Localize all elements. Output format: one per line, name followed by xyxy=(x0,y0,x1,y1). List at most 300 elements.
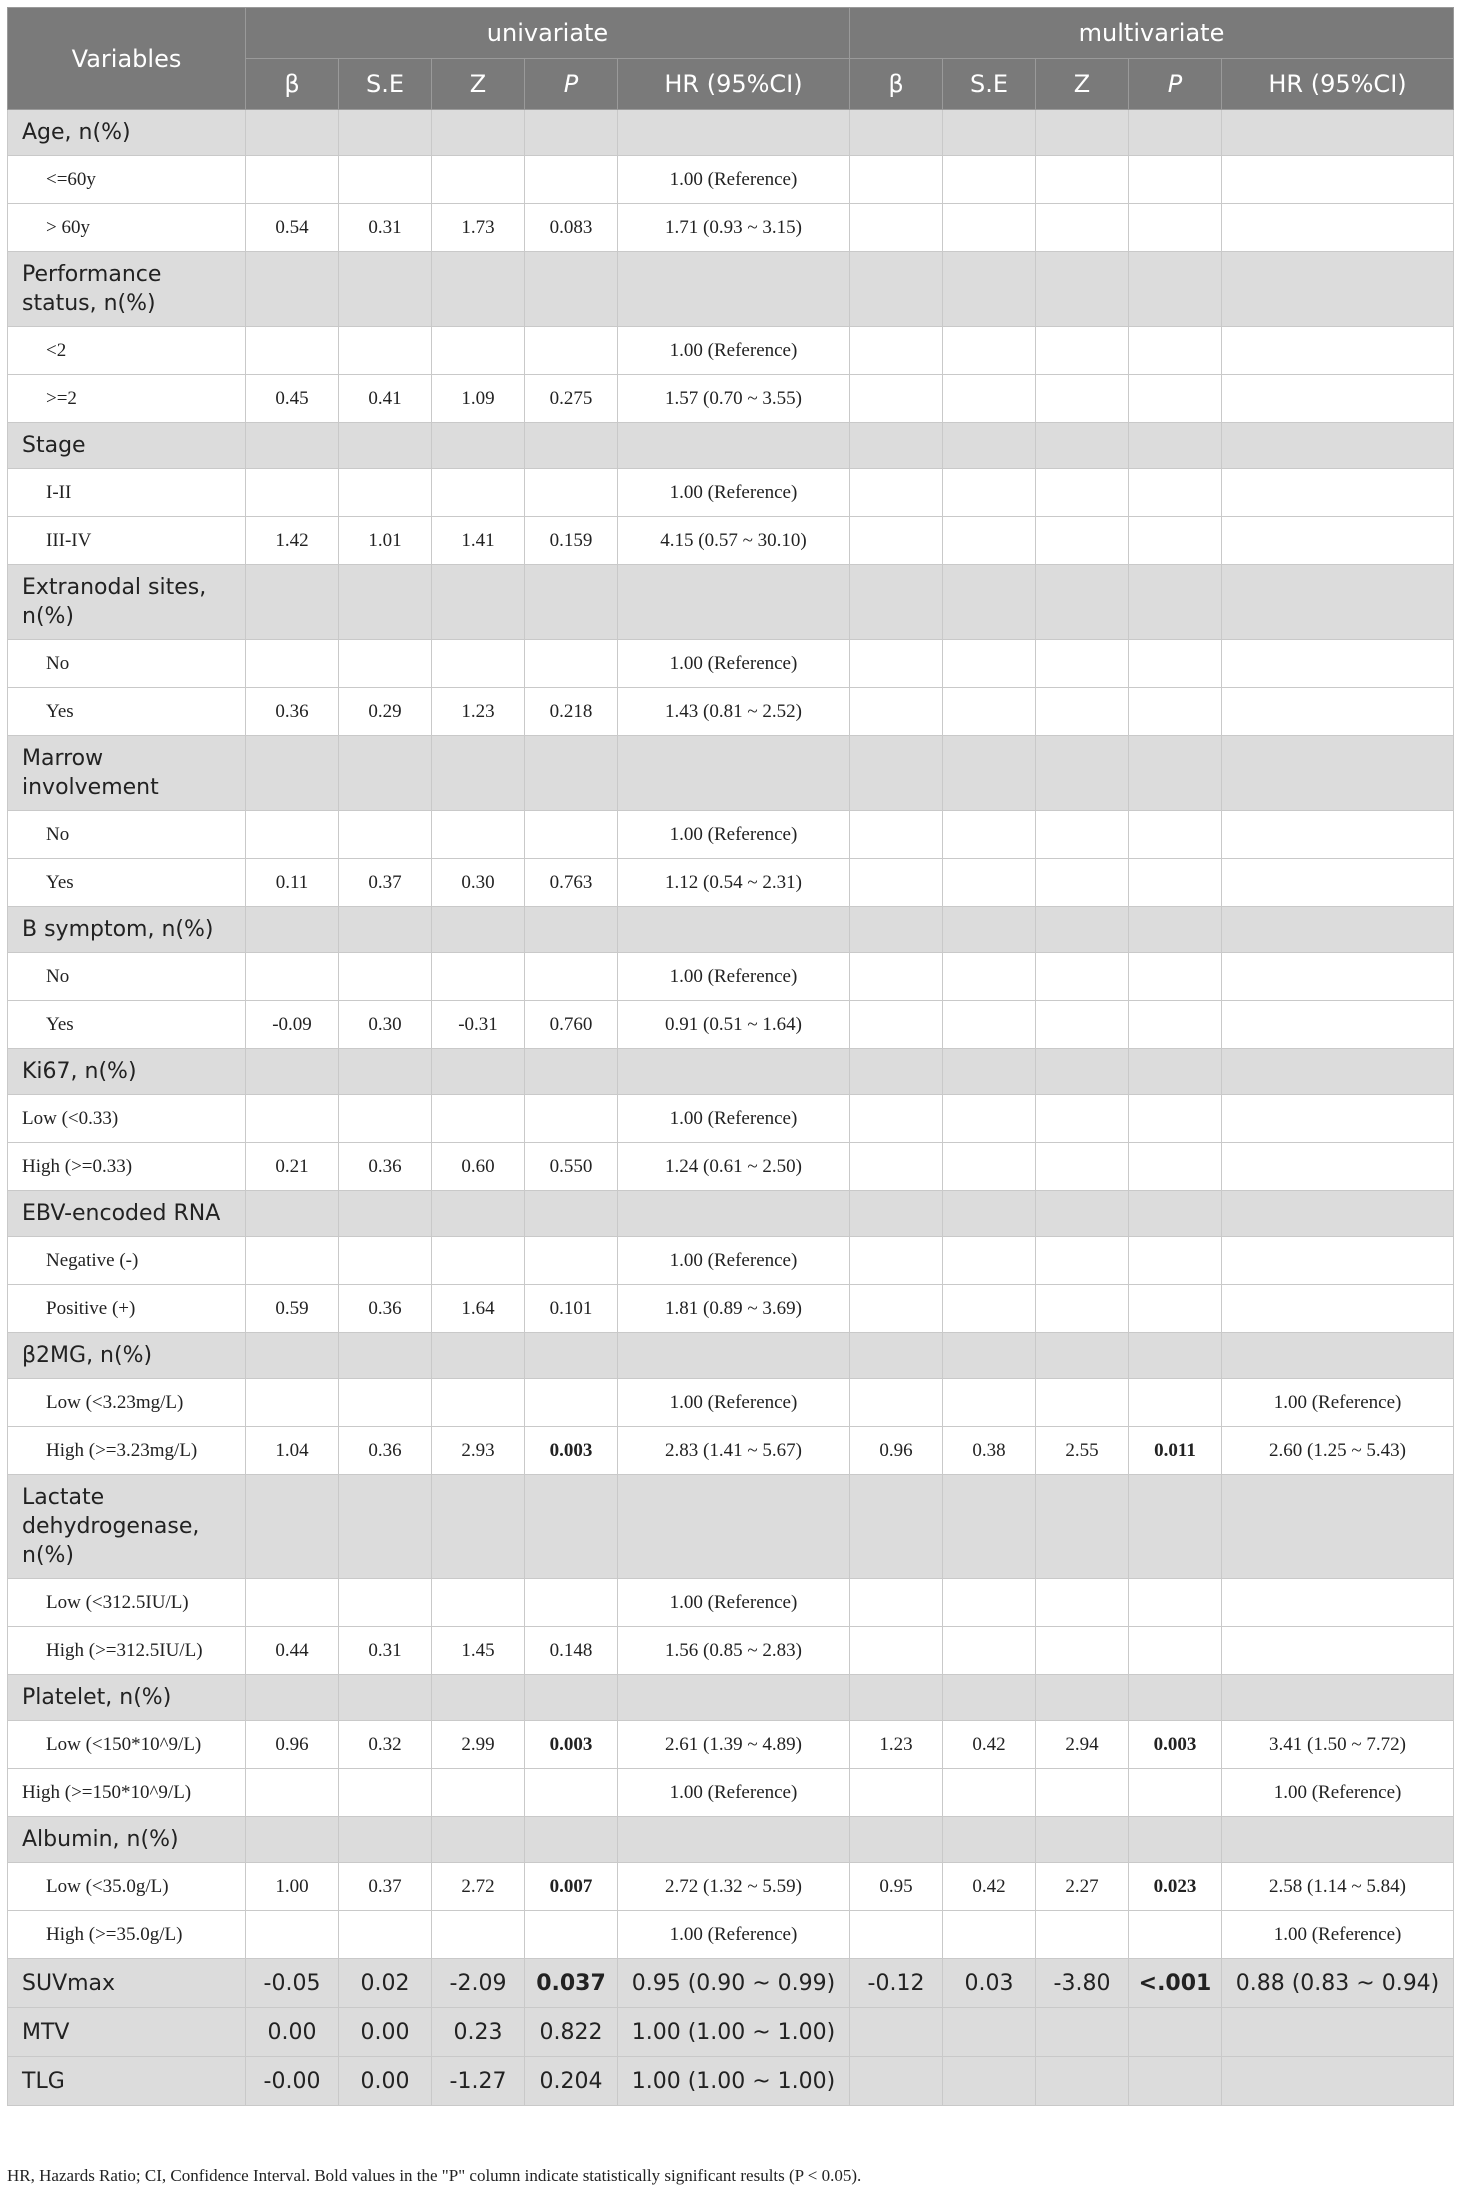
empty-cell xyxy=(432,1475,525,1579)
empty-cell xyxy=(618,736,850,811)
univariate-se-cell: 0.02 xyxy=(339,1959,432,2008)
empty-cell xyxy=(1129,907,1222,953)
empty-cell xyxy=(1036,252,1129,327)
empty-cell xyxy=(1036,907,1129,953)
multivariate-se-cell xyxy=(943,1911,1036,1959)
table-row xyxy=(8,640,1454,688)
univariate-z-cell xyxy=(432,1237,525,1285)
multivariate-hr-cell xyxy=(1222,953,1454,1001)
table-row xyxy=(8,1427,1454,1475)
row-label: TLG xyxy=(8,2057,246,2106)
multivariate-z-cell xyxy=(1036,1579,1129,1627)
multivariate-p-cell xyxy=(1129,1379,1222,1427)
univariate-p-cell xyxy=(525,811,618,859)
univariate-se-cell: 0.00 xyxy=(339,2008,432,2057)
multivariate-hr-cell xyxy=(1222,375,1454,423)
univariate-p-cell xyxy=(525,469,618,517)
table-row xyxy=(8,1379,1454,1427)
empty-cell xyxy=(618,565,850,640)
univariate-beta-cell: -0.05 xyxy=(246,1959,339,2008)
empty-cell xyxy=(432,1049,525,1095)
row-label: Negative (-) xyxy=(8,1237,246,1285)
univariate-beta-cell xyxy=(246,953,339,1001)
multivariate-se-cell xyxy=(943,2008,1036,2057)
empty-cell xyxy=(339,1049,432,1095)
empty-cell xyxy=(850,1049,943,1095)
univariate-se-cell: 0.00 xyxy=(339,2057,432,2106)
univariate-hr-cell: 1.00 (Reference) xyxy=(618,156,850,204)
multivariate-hr-cell xyxy=(1222,1579,1454,1627)
empty-cell xyxy=(1222,736,1454,811)
empty-cell xyxy=(943,1817,1036,1863)
univariate-z-cell: -1.27 xyxy=(432,2057,525,2106)
empty-cell xyxy=(850,736,943,811)
univariate-se-cell xyxy=(339,953,432,1001)
multivariate-hr-cell xyxy=(1222,2008,1454,2057)
empty-cell xyxy=(432,1675,525,1721)
empty-cell xyxy=(618,110,850,156)
empty-cell xyxy=(850,1191,943,1237)
multivariate-z-cell xyxy=(1036,1095,1129,1143)
multivariate-z-cell xyxy=(1036,688,1129,736)
empty-cell xyxy=(432,565,525,640)
multivariate-z-cell xyxy=(1036,811,1129,859)
univariate-se-cell xyxy=(339,327,432,375)
univariate-hr-cell: 1.00 (Reference) xyxy=(618,1911,850,1959)
row-label: High (>=35.0g/L) xyxy=(8,1911,246,1959)
univariate-p-cell: 0.003 xyxy=(525,1427,618,1475)
multivariate-hr-cell xyxy=(1222,517,1454,565)
table-row xyxy=(8,2008,1454,2057)
multivariate-se-cell xyxy=(943,640,1036,688)
univariate-hr-cell: 1.71 (0.93 ~ 3.15) xyxy=(618,204,850,252)
univariate-z-cell xyxy=(432,1579,525,1627)
header-m-hr: HR (95%CI) xyxy=(1222,59,1454,110)
multivariate-beta-cell xyxy=(850,327,943,375)
empty-cell xyxy=(246,1049,339,1095)
empty-cell xyxy=(1129,423,1222,469)
category-row xyxy=(8,565,1454,640)
empty-cell xyxy=(339,907,432,953)
univariate-p-cell: 0.037 xyxy=(525,1959,618,2008)
multivariate-z-cell xyxy=(1036,1379,1129,1427)
multivariate-p-cell xyxy=(1129,688,1222,736)
category-label: Lactate dehydrogenase, n(%) xyxy=(8,1475,246,1579)
category-row xyxy=(8,423,1454,469)
univariate-beta-cell xyxy=(246,1911,339,1959)
empty-cell xyxy=(246,565,339,640)
empty-cell xyxy=(943,736,1036,811)
empty-cell xyxy=(432,423,525,469)
row-label: I-II xyxy=(8,469,246,517)
univariate-z-cell xyxy=(432,1379,525,1427)
header-m-beta: β xyxy=(850,59,943,110)
multivariate-beta-cell xyxy=(850,1143,943,1191)
univariate-hr-cell: 0.95 (0.90 ~ 0.99) xyxy=(618,1959,850,2008)
univariate-se-cell xyxy=(339,1379,432,1427)
multivariate-beta-cell xyxy=(850,1579,943,1627)
multivariate-p-cell xyxy=(1129,2008,1222,2057)
multivariate-p-cell xyxy=(1129,1579,1222,1627)
empty-cell xyxy=(339,252,432,327)
empty-cell xyxy=(618,907,850,953)
row-label: MTV xyxy=(8,2008,246,2057)
table-row xyxy=(8,1095,1454,1143)
table-body xyxy=(8,110,1454,2106)
multivariate-beta-cell: 0.95 xyxy=(850,1863,943,1911)
univariate-se-cell: 0.37 xyxy=(339,1863,432,1911)
univariate-p-cell xyxy=(525,1237,618,1285)
multivariate-p-cell xyxy=(1129,1911,1222,1959)
multivariate-se-cell xyxy=(943,156,1036,204)
univariate-se-cell xyxy=(339,1095,432,1143)
table-row xyxy=(8,859,1454,907)
univariate-beta-cell: 0.36 xyxy=(246,688,339,736)
empty-cell xyxy=(1129,1049,1222,1095)
multivariate-se-cell: 0.03 xyxy=(943,1959,1036,2008)
univariate-hr-cell: 1.00 (Reference) xyxy=(618,1095,850,1143)
empty-cell xyxy=(850,1675,943,1721)
univariate-z-cell: 0.23 xyxy=(432,2008,525,2057)
univariate-p-cell: 0.275 xyxy=(525,375,618,423)
multivariate-se-cell: 0.42 xyxy=(943,1721,1036,1769)
univariate-se-cell: 0.31 xyxy=(339,204,432,252)
row-label: <=60y xyxy=(8,156,246,204)
multivariate-z-cell xyxy=(1036,1769,1129,1817)
multivariate-beta-cell xyxy=(850,2057,943,2106)
univariate-beta-cell: 0.00 xyxy=(246,2008,339,2057)
multivariate-se-cell xyxy=(943,375,1036,423)
univariate-p-cell: 0.101 xyxy=(525,1285,618,1333)
empty-cell xyxy=(1222,1049,1454,1095)
multivariate-beta-cell xyxy=(850,1627,943,1675)
univariate-z-cell xyxy=(432,327,525,375)
results-table-container xyxy=(7,7,1453,2106)
empty-cell xyxy=(1036,1817,1129,1863)
empty-cell xyxy=(1036,423,1129,469)
multivariate-p-cell xyxy=(1129,469,1222,517)
empty-cell xyxy=(1129,736,1222,811)
empty-cell xyxy=(1036,1475,1129,1579)
empty-cell xyxy=(1222,1675,1454,1721)
univariate-se-cell: 0.32 xyxy=(339,1721,432,1769)
multivariate-hr-cell xyxy=(1222,1237,1454,1285)
empty-cell xyxy=(618,1191,850,1237)
header-u-se: S.E xyxy=(339,59,432,110)
univariate-z-cell xyxy=(432,811,525,859)
univariate-z-cell: 2.99 xyxy=(432,1721,525,1769)
multivariate-beta-cell: 0.96 xyxy=(850,1427,943,1475)
multivariate-hr-cell xyxy=(1222,1143,1454,1191)
multivariate-hr-cell: 3.41 (1.50 ~ 7.72) xyxy=(1222,1721,1454,1769)
empty-cell xyxy=(943,565,1036,640)
multivariate-z-cell xyxy=(1036,1285,1129,1333)
multivariate-p-cell xyxy=(1129,811,1222,859)
multivariate-beta-cell xyxy=(850,469,943,517)
empty-cell xyxy=(246,110,339,156)
empty-cell xyxy=(525,565,618,640)
empty-cell xyxy=(943,1675,1036,1721)
header-variables: Variables xyxy=(8,8,246,110)
univariate-hr-cell: 1.00 (Reference) xyxy=(618,640,850,688)
empty-cell xyxy=(525,907,618,953)
univariate-beta-cell: -0.00 xyxy=(246,2057,339,2106)
multivariate-hr-cell xyxy=(1222,1285,1454,1333)
univariate-p-cell xyxy=(525,1379,618,1427)
empty-cell xyxy=(525,1191,618,1237)
multivariate-p-cell xyxy=(1129,204,1222,252)
multivariate-hr-cell xyxy=(1222,859,1454,907)
univariate-p-cell: 0.148 xyxy=(525,1627,618,1675)
empty-cell xyxy=(1222,1475,1454,1579)
empty-cell xyxy=(1222,423,1454,469)
header-m-z: Z xyxy=(1036,59,1129,110)
univariate-z-cell xyxy=(432,156,525,204)
multivariate-beta-cell xyxy=(850,953,943,1001)
empty-cell xyxy=(525,423,618,469)
univariate-hr-cell: 1.43 (0.81 ~ 2.52) xyxy=(618,688,850,736)
multivariate-p-cell xyxy=(1129,517,1222,565)
table-row xyxy=(8,1959,1454,2008)
multivariate-se-cell xyxy=(943,953,1036,1001)
multivariate-p-cell xyxy=(1129,327,1222,375)
table-row xyxy=(8,1863,1454,1911)
category-row xyxy=(8,1817,1454,1863)
univariate-hr-cell: 2.83 (1.41 ~ 5.67) xyxy=(618,1427,850,1475)
empty-cell xyxy=(1129,110,1222,156)
multivariate-se-cell xyxy=(943,1001,1036,1049)
category-row xyxy=(8,1049,1454,1095)
row-label: High (>=3.23mg/L) xyxy=(8,1427,246,1475)
univariate-beta-cell: 0.54 xyxy=(246,204,339,252)
empty-cell xyxy=(943,1049,1036,1095)
univariate-beta-cell: 1.42 xyxy=(246,517,339,565)
univariate-p-cell: 0.550 xyxy=(525,1143,618,1191)
univariate-hr-cell: 2.61 (1.39 ~ 4.89) xyxy=(618,1721,850,1769)
row-label: Low (<0.33) xyxy=(8,1095,246,1143)
table-row xyxy=(8,1579,1454,1627)
univariate-beta-cell: 0.11 xyxy=(246,859,339,907)
univariate-beta-cell xyxy=(246,640,339,688)
univariate-z-cell xyxy=(432,1769,525,1817)
multivariate-p-cell xyxy=(1129,1237,1222,1285)
univariate-z-cell: 0.30 xyxy=(432,859,525,907)
table-row xyxy=(8,1143,1454,1191)
multivariate-beta-cell xyxy=(850,1379,943,1427)
empty-cell xyxy=(850,423,943,469)
empty-cell xyxy=(432,1191,525,1237)
empty-cell xyxy=(1129,1817,1222,1863)
univariate-hr-cell: 1.00 (Reference) xyxy=(618,811,850,859)
empty-cell xyxy=(1036,1333,1129,1379)
row-label: Low (<35.0g/L) xyxy=(8,1863,246,1911)
univariate-hr-cell: 1.00 (Reference) xyxy=(618,469,850,517)
empty-cell xyxy=(525,252,618,327)
multivariate-beta-cell xyxy=(850,156,943,204)
univariate-se-cell: 1.01 xyxy=(339,517,432,565)
multivariate-p-cell xyxy=(1129,2057,1222,2106)
multivariate-p-cell: 0.003 xyxy=(1129,1721,1222,1769)
univariate-beta-cell xyxy=(246,1237,339,1285)
multivariate-se-cell xyxy=(943,1627,1036,1675)
multivariate-p-cell xyxy=(1129,1001,1222,1049)
empty-cell xyxy=(432,1333,525,1379)
multivariate-z-cell xyxy=(1036,517,1129,565)
empty-cell xyxy=(1222,1333,1454,1379)
empty-cell xyxy=(339,565,432,640)
multivariate-p-cell xyxy=(1129,1095,1222,1143)
multivariate-hr-cell: 1.00 (Reference) xyxy=(1222,1379,1454,1427)
multivariate-se-cell xyxy=(943,204,1036,252)
empty-cell xyxy=(1129,1675,1222,1721)
empty-cell xyxy=(618,1675,850,1721)
univariate-se-cell: 0.41 xyxy=(339,375,432,423)
header-u-p: P xyxy=(525,59,618,110)
empty-cell xyxy=(943,1191,1036,1237)
empty-cell xyxy=(943,907,1036,953)
empty-cell xyxy=(525,1333,618,1379)
univariate-beta-cell: 0.44 xyxy=(246,1627,339,1675)
univariate-hr-cell: 1.00 (1.00 ~ 1.00) xyxy=(618,2008,850,2057)
category-label: Marrow involvement xyxy=(8,736,246,811)
header-u-hr: HR (95%CI) xyxy=(618,59,850,110)
header-multivariate: multivariate xyxy=(850,8,1454,59)
row-label: Yes xyxy=(8,859,246,907)
header-univariate: univariate xyxy=(246,8,850,59)
empty-cell xyxy=(1129,1475,1222,1579)
univariate-beta-cell xyxy=(246,1579,339,1627)
univariate-hr-cell: 2.72 (1.32 ~ 5.59) xyxy=(618,1863,850,1911)
univariate-beta-cell xyxy=(246,1095,339,1143)
multivariate-p-cell xyxy=(1129,640,1222,688)
univariate-p-cell xyxy=(525,640,618,688)
empty-cell xyxy=(339,423,432,469)
univariate-se-cell: 0.36 xyxy=(339,1285,432,1333)
header-m-se: S.E xyxy=(943,59,1036,110)
category-row xyxy=(8,1333,1454,1379)
multivariate-se-cell xyxy=(943,811,1036,859)
row-label: Low (<312.5IU/L) xyxy=(8,1579,246,1627)
category-row xyxy=(8,1475,1454,1579)
empty-cell xyxy=(850,252,943,327)
category-label: B symptom, n(%) xyxy=(8,907,246,953)
univariate-p-cell xyxy=(525,1769,618,1817)
multivariate-z-cell xyxy=(1036,1143,1129,1191)
univariate-z-cell: 0.60 xyxy=(432,1143,525,1191)
empty-cell xyxy=(618,1475,850,1579)
empty-cell xyxy=(525,1475,618,1579)
row-label: High (>=312.5IU/L) xyxy=(8,1627,246,1675)
multivariate-hr-cell: 2.60 (1.25 ~ 5.43) xyxy=(1222,1427,1454,1475)
table-row xyxy=(8,688,1454,736)
table-row xyxy=(8,1237,1454,1285)
univariate-hr-cell: 1.00 (Reference) xyxy=(618,953,850,1001)
univariate-hr-cell: 1.00 (Reference) xyxy=(618,1769,850,1817)
multivariate-z-cell xyxy=(1036,1237,1129,1285)
univariate-hr-cell: 1.00 (Reference) xyxy=(618,1379,850,1427)
category-label: Albumin, n(%) xyxy=(8,1817,246,1863)
header-m-p: P xyxy=(1129,59,1222,110)
multivariate-beta-cell xyxy=(850,1911,943,1959)
empty-cell xyxy=(618,1817,850,1863)
multivariate-z-cell xyxy=(1036,859,1129,907)
multivariate-hr-cell: 1.00 (Reference) xyxy=(1222,1769,1454,1817)
table-row xyxy=(8,1769,1454,1817)
category-row xyxy=(8,907,1454,953)
univariate-beta-cell: 0.21 xyxy=(246,1143,339,1191)
univariate-hr-cell: 1.24 (0.61 ~ 2.50) xyxy=(618,1143,850,1191)
empty-cell xyxy=(943,1475,1036,1579)
table-row xyxy=(8,1911,1454,1959)
multivariate-z-cell xyxy=(1036,2057,1129,2106)
row-label: No xyxy=(8,640,246,688)
univariate-p-cell: 0.204 xyxy=(525,2057,618,2106)
univariate-beta-cell: 1.04 xyxy=(246,1427,339,1475)
row-label: Yes xyxy=(8,1001,246,1049)
multivariate-beta-cell xyxy=(850,1237,943,1285)
empty-cell xyxy=(943,1333,1036,1379)
univariate-p-cell xyxy=(525,1095,618,1143)
row-label: Low (<150*10^9/L) xyxy=(8,1721,246,1769)
univariate-p-cell: 0.218 xyxy=(525,688,618,736)
empty-cell xyxy=(618,1049,850,1095)
multivariate-p-cell xyxy=(1129,953,1222,1001)
category-label: β2MG, n(%) xyxy=(8,1333,246,1379)
empty-cell xyxy=(618,1333,850,1379)
multivariate-se-cell: 0.38 xyxy=(943,1427,1036,1475)
empty-cell xyxy=(246,1191,339,1237)
multivariate-z-cell xyxy=(1036,1001,1129,1049)
multivariate-z-cell xyxy=(1036,375,1129,423)
multivariate-z-cell: 2.55 xyxy=(1036,1427,1129,1475)
univariate-p-cell xyxy=(525,327,618,375)
empty-cell xyxy=(525,1817,618,1863)
univariate-p-cell xyxy=(525,156,618,204)
multivariate-z-cell xyxy=(1036,640,1129,688)
multivariate-hr-cell: 1.00 (Reference) xyxy=(1222,1911,1454,1959)
empty-cell xyxy=(850,110,943,156)
category-row xyxy=(8,1191,1454,1237)
univariate-p-cell: 0.159 xyxy=(525,517,618,565)
empty-cell xyxy=(1129,1191,1222,1237)
row-label: High (>=150*10^9/L) xyxy=(8,1769,246,1817)
multivariate-se-cell xyxy=(943,1579,1036,1627)
empty-cell xyxy=(618,423,850,469)
univariate-hr-cell: 1.00 (Reference) xyxy=(618,327,850,375)
table-row xyxy=(8,375,1454,423)
empty-cell xyxy=(1222,1817,1454,1863)
table-row xyxy=(8,1285,1454,1333)
multivariate-beta-cell: -0.12 xyxy=(850,1959,943,2008)
empty-cell xyxy=(1036,736,1129,811)
row-label: III-IV xyxy=(8,517,246,565)
header-u-z: Z xyxy=(432,59,525,110)
multivariate-p-cell xyxy=(1129,1627,1222,1675)
multivariate-se-cell xyxy=(943,1143,1036,1191)
univariate-se-cell: 0.29 xyxy=(339,688,432,736)
empty-cell xyxy=(246,423,339,469)
univariate-se-cell xyxy=(339,1769,432,1817)
table-row xyxy=(8,156,1454,204)
empty-cell xyxy=(246,252,339,327)
cox-regression-table xyxy=(7,7,1454,2106)
empty-cell xyxy=(339,1191,432,1237)
empty-cell xyxy=(432,252,525,327)
table-row xyxy=(8,327,1454,375)
row-label: SUVmax xyxy=(8,1959,246,2008)
univariate-z-cell: 1.41 xyxy=(432,517,525,565)
multivariate-z-cell: 2.27 xyxy=(1036,1863,1129,1911)
